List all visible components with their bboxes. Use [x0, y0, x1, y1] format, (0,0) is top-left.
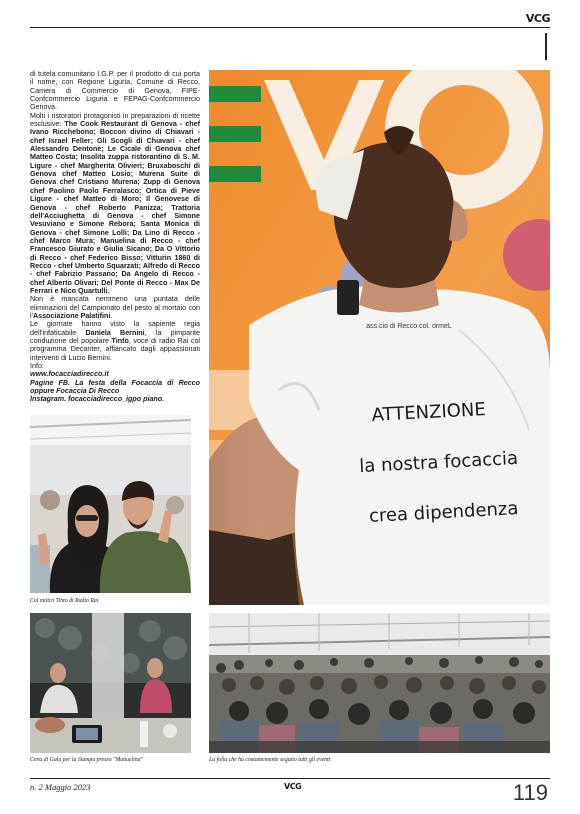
text-span: Le giornate hanno visto la sapiente regia dell'infaticabile	[30, 320, 200, 337]
person-name: Tinto	[111, 337, 129, 345]
header-marker	[545, 33, 547, 60]
page-number: 119	[512, 780, 548, 805]
header-rule	[30, 27, 550, 28]
paragraph-2	[30, 112, 200, 296]
footer-rule	[30, 778, 550, 779]
text-span: .	[110, 311, 113, 320]
issue-label: n. 2 Maggio 2023	[30, 782, 91, 792]
magazine-logo: VCG	[525, 12, 550, 25]
paragraph-3	[30, 295, 200, 320]
info-label: Info:	[30, 362, 44, 371]
restaurants-list: The Cook Restaurant di Genova - chef Ivano Ricchebono; Boccon divino di Chiavari - chef Israel Feller; Gli Scogli di Chiavari - chef Alessandro Dentone; Le Cicale di Genova chef Matteo Costa; Insolita zuppa ristorantino di S. M. Ligure - chef Margherita Olivieri; Bruxaboschi di Genova chef Matteo Losio; Murena Suite di Genova chef Cristiano Murena; Zupp di Genova chef Paolino Paolo Ferralasco; Ortica di Pieve Ligure - chef Matteo di Moro; Il Genovese di Genova - chef Roberto Panizza; Trattoria dell'Acciughetta di Genova - chef Simone Vesuviano e Simone Rebora; Santa Monica di Genova - chef Simone Lolli; Da Lino di Recco - chef Marco Mura; Manuelina di Recco - chef Francesco Giurato e Giulia Sicano; Da O Vittorio di Recco - chef Federico Bisso; Vitturin 1860 di Recco - chef Umberto Squarzati; Alfredo di Recco - chef Fabrizio Passano; Da Angelo di Recco - chef Alberto Olivari; Del Ponte di Recco - Max De Ferrari e Nico Quartulli.	[30, 120, 200, 295]
caption-crowd: La folla che ha costantemente seguito tutti gli eventi	[209, 757, 331, 763]
info-facebook: Pagine FB. La festa della Focaccia di Recco oppure Focaccia Di Recco	[30, 378, 200, 396]
article-text	[30, 70, 200, 404]
photo-with-tinto	[30, 415, 191, 593]
photo-gala-dinner	[30, 613, 191, 753]
footer-logo: VCG	[284, 782, 302, 791]
shirt-small-text: ass.cio di Recco col. ormeL	[366, 323, 452, 330]
association-name: Associazione Palatifini	[32, 311, 111, 320]
paragraph-4	[30, 320, 200, 362]
restaurants-intro: Molti i ristoratori protagonisti in preparazioni di ricette esclusive:	[30, 111, 200, 129]
shirt-line-1: ATTENZIONE	[371, 399, 487, 426]
person-name: Daniela Bernini	[85, 328, 145, 337]
paragraph-1: di tutela comunitario I.G.P. per il prodotto di cui porta il nome, con Regione Liguria, Comune di Recco, Camera di Commercio di Genova, FIPE-Confcommercio Liguria e FEPAG-Confcommercio Genova.	[30, 70, 200, 112]
text-span: , voce di radio Rai col programma Decanter, affiancato dagli appassionati interventi di Lucio Bernini.	[30, 337, 200, 362]
text-span: , la pimpante conduzione del popolare	[30, 328, 201, 345]
info-instagram: Instagram. focacciadirecco_igpo piano.	[30, 395, 165, 404]
shirt-line-2: la nostra focaccia	[358, 447, 519, 478]
caption-gala: Cena di Gala per la Stampa presso "Manuelina"	[30, 757, 144, 763]
text-span: Non è mancata nemmeno una puntata delle eliminazioni del Campionato del pesto al mortaio con l'	[30, 295, 200, 320]
photo-focaccia-shirt	[209, 70, 550, 605]
caption-tinto: Col mitico Tinto di Radio Rai	[30, 598, 99, 604]
photo-crowd	[209, 613, 550, 753]
shirt-line-3: crea dipendenza	[368, 498, 519, 527]
info-website: www.focacciadirecco.it	[30, 370, 109, 379]
